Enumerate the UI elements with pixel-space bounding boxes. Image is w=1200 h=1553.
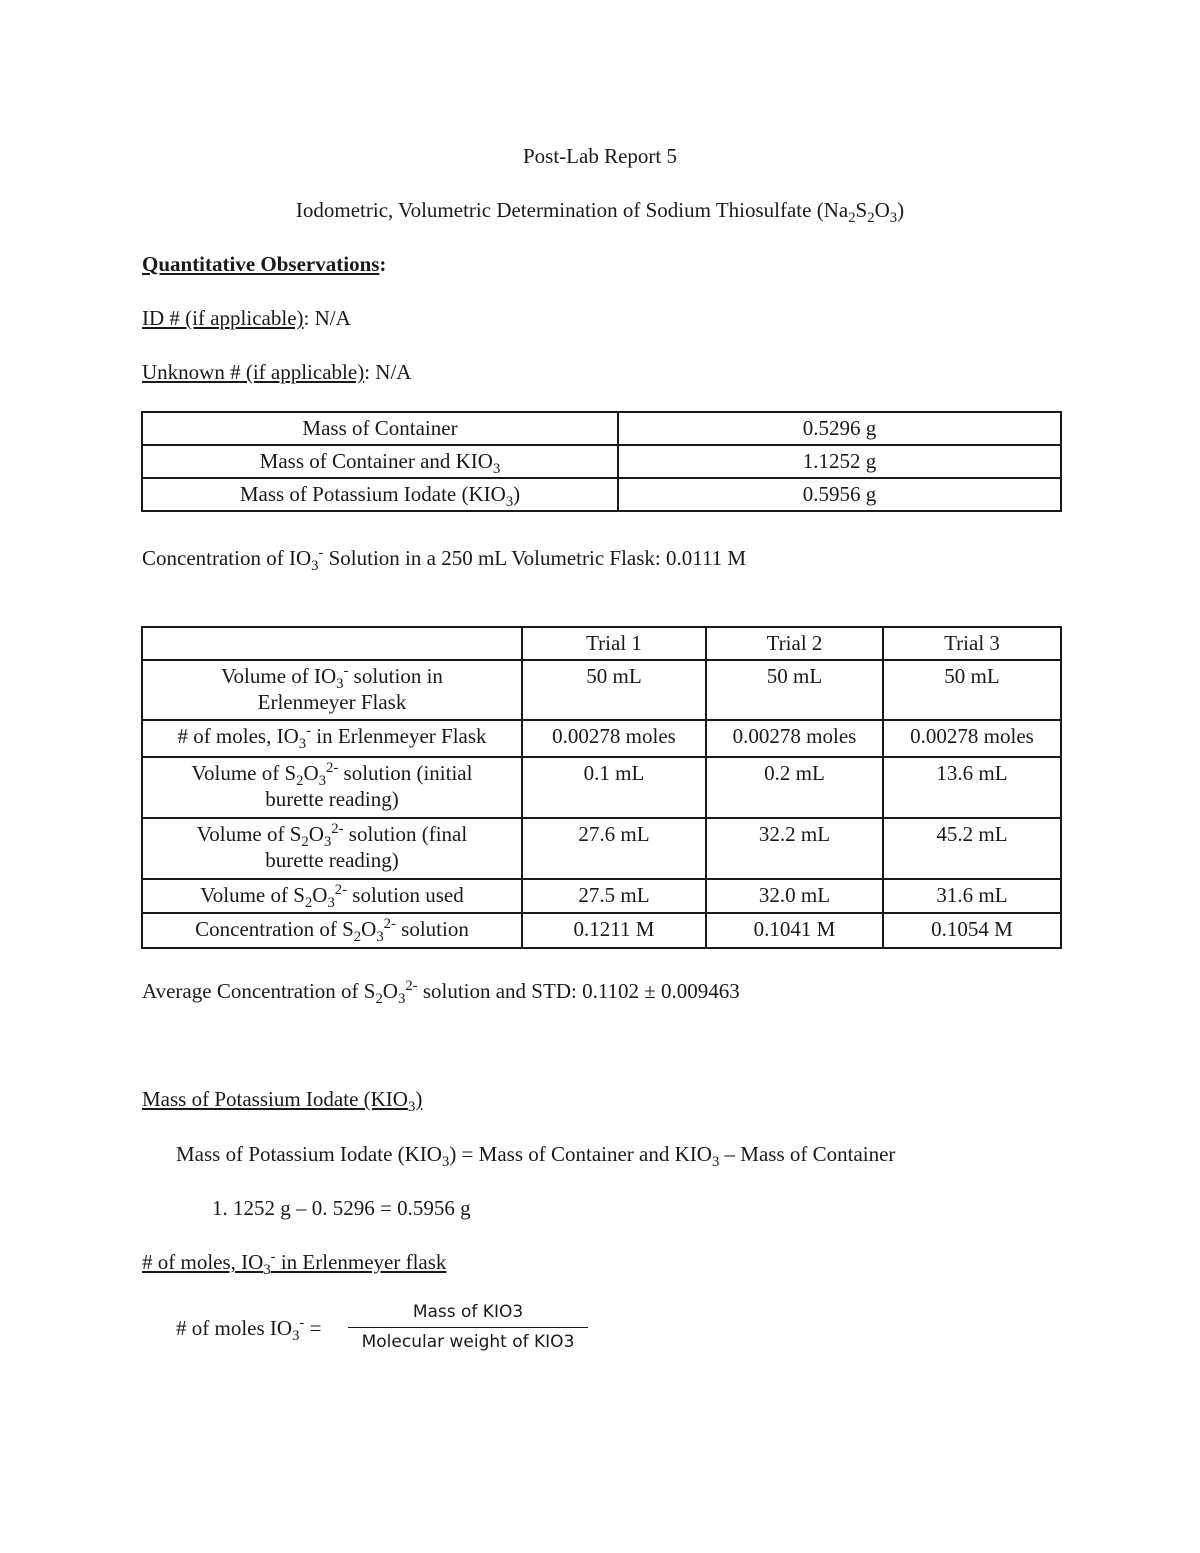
row-label: Concentration of $S_2O_3^{2-}$ solution xyxy=(142,913,522,948)
table-row xyxy=(142,879,1061,913)
table-cell: 1.1252 g xyxy=(618,445,1061,478)
trial-table xyxy=(141,626,1062,949)
table-row xyxy=(142,478,1061,511)
table-cell: 32.2 mL xyxy=(706,818,883,879)
table-cell: 0.1054 M xyxy=(883,913,1061,948)
id-label: ID # (if applicable) xyxy=(142,306,304,330)
section-heading: Quantitative Observations: xyxy=(142,252,387,276)
unknown-label: Unknown # (if applicable) xyxy=(142,360,365,384)
table-cell: 0.1041 M xyxy=(706,913,883,948)
table-cell xyxy=(142,627,522,660)
table-cell: 50 mL xyxy=(706,660,883,720)
table-cell: 0.00278 moles xyxy=(706,720,883,757)
table-cell: 0.1 mL xyxy=(522,757,706,818)
table-cell: 0.00278 moles xyxy=(522,720,706,757)
column-header: Trial 2 xyxy=(706,627,883,660)
page-title: Post-Lab Report 5 xyxy=(523,144,677,168)
id-value: : N/A xyxy=(303,306,351,330)
mass-table xyxy=(141,411,1062,512)
row-label: # of moles, $IO_3^-$ in Erlenmeyer Flask xyxy=(142,720,522,757)
table-row xyxy=(142,412,1061,445)
table-cell: 27.6 mL xyxy=(522,818,706,879)
page-subtitle: Iodometric, Volumetric Determination of Sodium Thiosulfate $(Na_2S_2O_3)$ xyxy=(295,198,905,227)
table-cell: 50 mL xyxy=(522,660,706,720)
table-cell: 0.5956 g xyxy=(618,478,1061,511)
table-cell: 45.2 mL xyxy=(883,818,1061,879)
table-row xyxy=(142,660,1061,720)
fraction-numerator: Mass of KIO3 xyxy=(412,1302,524,1322)
moles-formula-lhs: # of moles $IO_3^-$ = xyxy=(176,1315,322,1345)
fraction-bar xyxy=(348,1327,588,1328)
table-header-row xyxy=(142,627,1061,660)
average-line: Average Concentration of $S_2O_3^{2-}$ solution and STD: 0.1102 ± 0.009463 xyxy=(142,978,740,1008)
mass-calc-heading: Mass of Potassium Iodate $(KIO_3)$ xyxy=(142,1087,423,1116)
table-cell: Mass of Container and $KIO_3$ xyxy=(142,445,618,478)
table-cell: 0.00278 moles xyxy=(883,720,1061,757)
id-line xyxy=(142,306,351,330)
table-row xyxy=(142,445,1061,478)
row-label: Volume of $S_2O_3^{2-}$ solution used xyxy=(142,879,522,913)
table-row xyxy=(142,913,1061,948)
row-label: Volume of $S_2O_3^{2-}$ solution (initial burette reading) xyxy=(142,757,522,818)
table-cell: 0.1211 M xyxy=(522,913,706,948)
table-cell: 0.5296 g xyxy=(618,412,1061,445)
table-cell: Mass of Potassium Iodate $(KIO_3)$ xyxy=(142,478,618,511)
table-row xyxy=(142,720,1061,757)
concentration-line: Concentration of $IO_3^-$ Solution in a 250 mL Volumetric Flask: 0.0111 M xyxy=(142,545,747,575)
row-label: Volume of $S_2O_3^{2-}$ solution (final burette reading) xyxy=(142,818,522,879)
fraction-denominator: Molecular weight of KIO3 xyxy=(361,1332,575,1352)
column-header: Trial 1 xyxy=(522,627,706,660)
table-cell: 27.5 mL xyxy=(522,879,706,913)
moles-calc-heading: # of moles, $IO_3^-$ in Erlenmeyer flask xyxy=(142,1249,447,1279)
unknown-line xyxy=(142,360,411,384)
mass-formula: Mass of Potassium Iodate $(KIO_3)$ = Mass of Container and $KIO_3$ – Mass of Container xyxy=(176,1142,896,1171)
table-cell: 32.0 mL xyxy=(706,879,883,913)
table-row xyxy=(142,818,1061,879)
table-cell: 50 mL xyxy=(883,660,1061,720)
table-cell: 13.6 mL xyxy=(883,757,1061,818)
table-row xyxy=(142,757,1061,818)
table-cell: Mass of Container xyxy=(142,412,618,445)
unknown-value: : N/A xyxy=(364,360,412,384)
table-cell: 31.6 mL xyxy=(883,879,1061,913)
table-cell: 0.2 mL xyxy=(706,757,883,818)
mass-result: 1. 1252 g – 0. 5296 = 0.5956 g xyxy=(212,1196,471,1220)
column-header: Trial 3 xyxy=(883,627,1061,660)
row-label: Volume of $IO_3^-$ solution in Erlenmeyer Flask xyxy=(142,660,522,720)
